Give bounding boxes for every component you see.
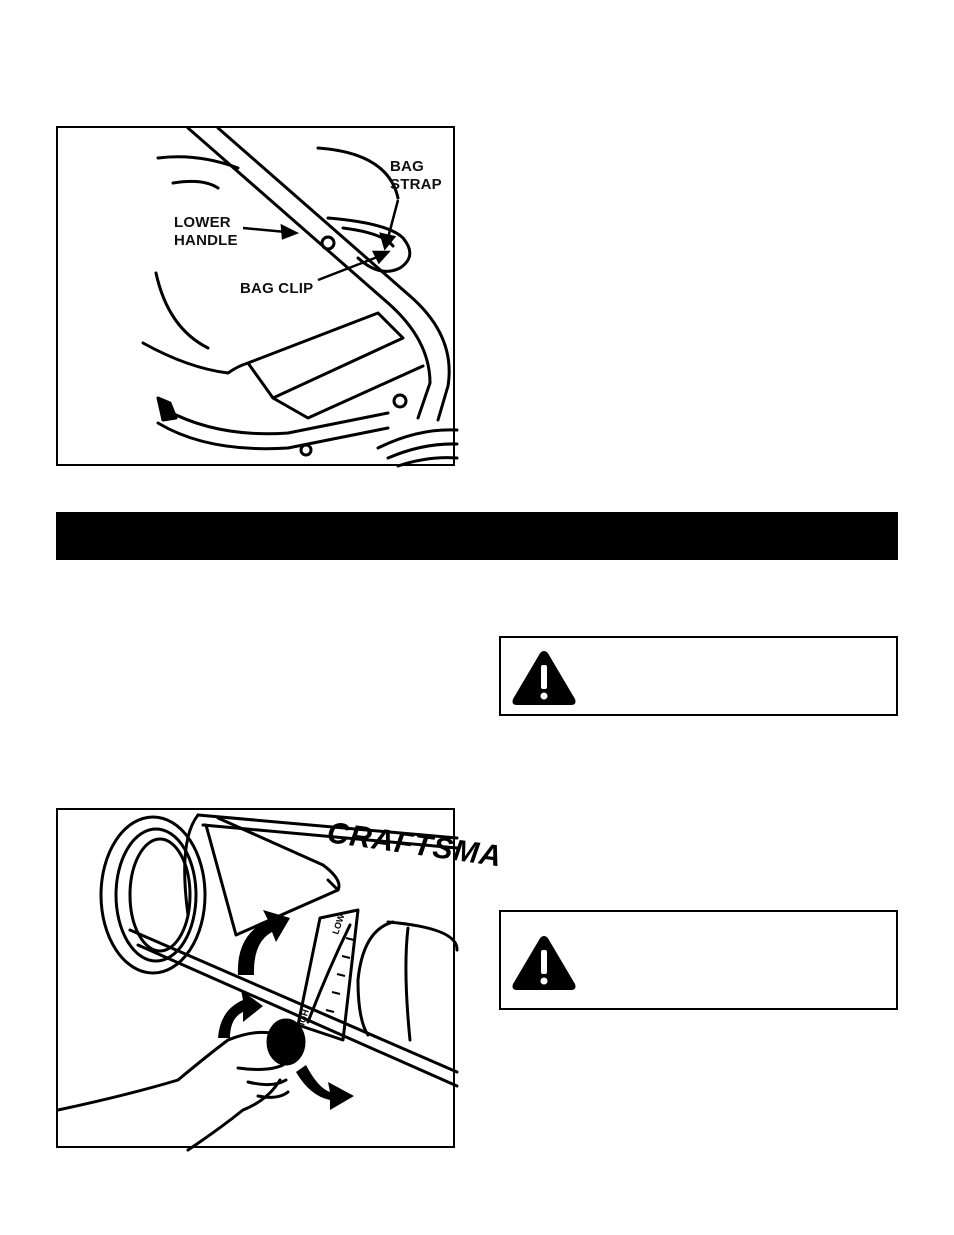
warning-triangle-icon (509, 932, 579, 994)
bag-strap-label: BAG STRAP (390, 158, 442, 193)
warning-triangle-icon (509, 647, 579, 709)
section-header-bar (56, 512, 898, 560)
brand-lettering: CRAFTSMA (325, 816, 505, 874)
warning-box-2 (499, 910, 898, 1010)
bag-clip-label: BAG CLIP (240, 280, 314, 297)
lower-handle-label: LOWER HANDLE (174, 214, 238, 249)
warning-box-1 (499, 636, 898, 716)
height-adjust-illustration (58, 810, 505, 1150)
scale-high-label: HIGH (294, 1008, 311, 1033)
scale-low-label: LOW (330, 912, 347, 936)
bag-attachment-figure (56, 126, 455, 466)
height-adjust-figure (56, 808, 505, 1148)
